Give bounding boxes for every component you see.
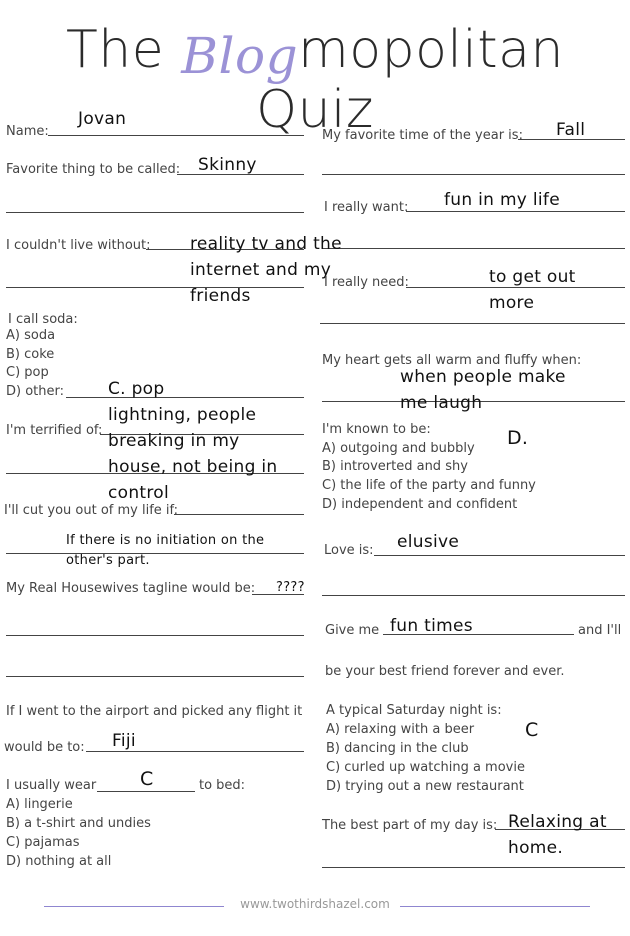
need-answer: to get out more [489, 267, 576, 313]
live-without-answer: reality tv and the internet and my friends [190, 234, 342, 306]
known-answer: D. [507, 427, 529, 449]
cut-out-answer: If there is no initiation on the other's part. [66, 533, 265, 568]
wear-answer: C [140, 768, 154, 790]
time-of-year-line-2[interactable] [322, 174, 625, 175]
saturday-answer: C [525, 719, 539, 741]
wear-label-before: I usually wear [6, 778, 97, 793]
wear-option-c: C) pajamas [6, 835, 80, 850]
want-answer: fun in my life [444, 190, 560, 210]
saturday-option-c: C) curled up watching a movie [326, 760, 525, 775]
terrified-answer: lightning, people breaking in my house, not being in control [108, 405, 278, 503]
airport-answer: Fiji [112, 731, 136, 751]
soda-option-c: C) pop [6, 365, 49, 380]
love-line-2[interactable] [322, 595, 625, 596]
heart-label: My heart gets all warm and fluffy when: [322, 353, 582, 368]
best-part-answer: Relaxing at home. [508, 812, 607, 858]
footer-url: www.twothirdshazel.com [240, 897, 390, 911]
known-option-b: B) introverted and shy [322, 459, 468, 474]
title-text-end: mopolitan Quiz [256, 20, 564, 140]
give-me-label-before: Give me [325, 623, 380, 638]
wear-option-a: A) lingerie [6, 797, 73, 812]
title-text-start: The [66, 20, 165, 80]
saturday-option-a: A) relaxing with a beer [326, 722, 475, 737]
best-part-line-2[interactable] [322, 867, 625, 868]
airport-label-1: If I went to the airport and picked any flight it [6, 704, 303, 719]
airport-label-2: would be to: [4, 740, 85, 755]
known-option-a: A) outgoing and bubbly [322, 441, 475, 456]
saturday-option-b: B) dancing in the club [326, 741, 469, 756]
known-option-c: C) the life of the party and funny [322, 478, 536, 493]
give-me-label-after: and I'll [578, 623, 622, 638]
wear-label-after: to bed: [199, 778, 246, 793]
tagline-label: My Real Housewives tagline would be: [6, 581, 256, 596]
love-answer: elusive [397, 532, 460, 552]
live-without-label: I couldn't live without: [6, 238, 151, 253]
love-line[interactable] [374, 555, 625, 556]
saturday-option-d: D) trying out a new restaurant [326, 779, 524, 794]
want-line-2[interactable] [322, 248, 625, 249]
heart-answer: when people make me laugh [400, 367, 566, 413]
called-answer: Skinny [198, 155, 257, 175]
need-label: I really need: [324, 275, 409, 290]
soda-option-d: D) other: [6, 384, 64, 399]
love-label: Love is: [324, 543, 374, 558]
name-line[interactable] [48, 135, 304, 136]
cut-out-label: I'll cut you out of my life if: [4, 503, 179, 518]
soda-other-line[interactable] [66, 397, 304, 398]
known-label: I'm known to be: [322, 422, 431, 437]
tagline-answer: ???? [276, 580, 305, 595]
called-label: Favorite thing to be called: [6, 162, 181, 177]
title-script-accent: Blog [181, 27, 299, 85]
need-line-2[interactable] [320, 323, 625, 324]
best-part-label: The best part of my day is: [322, 818, 498, 833]
wear-option-b: B) a t-shirt and undies [6, 816, 151, 831]
time-of-year-answer: Fall [556, 120, 586, 140]
name-answer: Jovan [78, 109, 127, 129]
known-option-d: D) independent and confident [322, 497, 518, 512]
time-of-year-label: My favorite time of the year is: [322, 128, 523, 143]
soda-answer: C. pop [108, 379, 165, 399]
wear-option-d: D) nothing at all [6, 854, 112, 869]
tagline-line-3[interactable] [6, 676, 304, 677]
soda-option-b: B) coke [6, 347, 55, 362]
tagline-line-2[interactable] [6, 635, 304, 636]
want-label: I really want: [324, 200, 409, 215]
give-me-label-2: be your best friend forever and ever. [325, 664, 565, 679]
soda-option-a: A) soda [6, 328, 56, 343]
soda-label: I call soda: [8, 312, 78, 327]
called-line-2[interactable] [6, 212, 304, 213]
give-me-answer: fun times [390, 616, 473, 636]
name-label: Name: [6, 124, 49, 139]
saturday-label: A typical Saturday night is: [326, 703, 502, 718]
terrified-label: I'm terrified of: [6, 423, 103, 438]
cut-out-line[interactable] [174, 514, 304, 515]
